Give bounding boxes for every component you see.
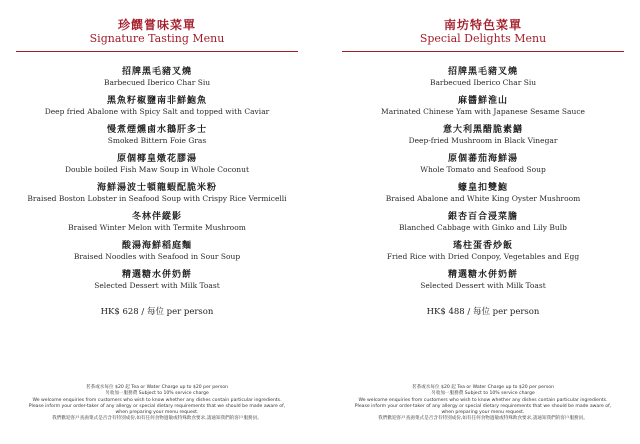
dish-name-chinese: 精選糖水併奶餅 bbox=[447, 270, 518, 280]
dish-name-english: Fried Rice with Dried Conpoy, Vegetables and Egg bbox=[386, 252, 580, 261]
dish-list bbox=[12, 66, 302, 291]
allergy-note-line-3: when preparing your menu request. bbox=[115, 410, 199, 416]
menu-price: HK$ 488 / 每位 per person bbox=[426, 307, 540, 317]
dish-item bbox=[338, 153, 628, 175]
dish-name-english: Braised Winter Melon with Termite Mushroom bbox=[68, 223, 246, 232]
menu-notes bbox=[338, 385, 628, 423]
dish-name-english: Braised Noodles with Seafood in Sour Soup bbox=[73, 252, 241, 261]
dish-name-chinese: 精選糖水併奶餅 bbox=[121, 270, 192, 280]
dish-name-chinese: 慢煮煙燻鹵水鵝肝多士 bbox=[106, 125, 207, 135]
dish-name-english: Selected Dessert with Milk Toast bbox=[420, 281, 546, 290]
dish-item bbox=[338, 66, 628, 88]
menu-title-english: Signature Tasting Menu bbox=[89, 32, 225, 45]
dish-name-english: Deep fried Abalone with Spicy Salt and topped with Caviar bbox=[44, 107, 270, 116]
dish-item bbox=[338, 240, 628, 262]
dish-name-chinese: 海鮮湯波士頓龍蝦配脆米粉 bbox=[96, 183, 217, 193]
dish-item bbox=[12, 153, 302, 175]
dish-item bbox=[338, 211, 628, 233]
dish-name-chinese: 招牌黑毛豬叉燒 bbox=[447, 67, 518, 77]
dish-item bbox=[338, 95, 628, 117]
menu-notes bbox=[12, 385, 302, 423]
dish-item bbox=[12, 182, 302, 204]
dish-name-english: Deep-fried Mushroom in Black Vinegar bbox=[408, 136, 558, 145]
menu-title-chinese: 珍饌嘗味菜單 bbox=[117, 18, 196, 32]
menu-title-english: Special Delights Menu bbox=[419, 32, 547, 45]
dish-item bbox=[338, 269, 628, 291]
dish-name-chinese: 黑魚籽椒鹽南非鮮鮑魚 bbox=[106, 96, 207, 106]
dish-name-english: Smoked Bittern Foie Gras bbox=[107, 136, 207, 145]
dish-name-chinese: 銀杏百合浸菜膽 bbox=[447, 212, 518, 222]
dish-name-english: Barbecued Iberico Char Siu bbox=[429, 78, 537, 87]
dish-name-english: Braised Abalone and White King Oyster Mushroom bbox=[385, 194, 581, 203]
dish-item bbox=[12, 211, 302, 233]
menu-price: HK$ 628 / 每位 per person bbox=[100, 307, 214, 317]
dish-list bbox=[338, 66, 628, 291]
signature-tasting-menu bbox=[12, 0, 302, 444]
allergy-note-line-2: Please inform your order-taker of any allergy or special dietary requirements that we should be made aware of, bbox=[354, 403, 612, 409]
title-divider bbox=[342, 51, 624, 52]
dish-name-chinese: 原個椰皇燉花膠湯 bbox=[116, 154, 197, 164]
dish-name-chinese: 酸湯海鮮稻庭麵 bbox=[121, 241, 192, 251]
dish-item bbox=[12, 240, 302, 262]
dish-item bbox=[12, 269, 302, 291]
dish-name-english: Whole Tomato and Seafood Soup bbox=[420, 165, 546, 174]
allergy-note-chinese: 我們歡迎客戶查詢菜式是否含有特別成份,如有任何食物過敏或特殊飲食要求,請通知我們的客戶服務員。 bbox=[52, 416, 262, 422]
allergy-note-line-1: We welcome enquiries from customers who wish to know whether any dishes contain particular ingredients. bbox=[358, 397, 608, 403]
dish-name-english: Selected Dessert with Milk Toast bbox=[94, 281, 220, 290]
dish-item bbox=[338, 182, 628, 204]
allergy-note-line-2: Please inform your order-taker of any allergy or special dietary requirements that we should be made aware of, bbox=[28, 403, 286, 409]
tea-charge-note: 茗茶或水每位 $20 起 Tea or Water Charge up to $20 per person bbox=[412, 385, 554, 390]
dish-item bbox=[12, 95, 302, 117]
dish-item bbox=[338, 124, 628, 146]
dish-name-chinese: 原個蕃茄海鮮湯 bbox=[447, 154, 518, 164]
dish-item bbox=[12, 124, 302, 146]
dish-name-english: Marinated Chinese Yam with Japanese Sesame Sauce bbox=[381, 107, 585, 116]
dish-name-chinese: 招牌黑毛豬叉燒 bbox=[121, 67, 192, 77]
service-charge-note: 另收加一服務費 Subject to 10% service charge bbox=[105, 391, 209, 397]
title-divider bbox=[16, 51, 298, 52]
dish-name-chinese: 意大利黑醋脆素鱔 bbox=[442, 125, 523, 135]
dish-name-chinese: 蠔皇扣雙鮑 bbox=[457, 183, 508, 193]
special-delights-menu bbox=[338, 0, 628, 444]
dish-name-chinese: 瑤柱蛋香炒飯 bbox=[452, 241, 513, 251]
dish-name-english: Barbecued Iberico Char Siu bbox=[103, 78, 211, 87]
dish-name-english: Double boiled Fish Maw Soup in Whole Coconut bbox=[65, 165, 249, 174]
service-charge-note: 另收加一服務費 Subject to 10% service charge bbox=[431, 391, 535, 397]
allergy-note-line-1: We welcome enquiries from customers who wish to know whether any dishes contain particular ingredients. bbox=[32, 397, 282, 403]
dish-name-chinese: 麻醬鮮淮山 bbox=[457, 96, 508, 106]
dish-name-chinese: 冬林伴縱影 bbox=[131, 212, 182, 222]
dish-name-english: Blanched Cabbage with Ginko and Lily Bulb bbox=[399, 223, 567, 232]
allergy-note-chinese: 我們歡迎客戶查詢菜式是否含有特別成份,如有任何食物過敏或特殊飲食要求,請通知我們的客戶服務員。 bbox=[378, 416, 588, 422]
allergy-note-line-3: when preparing your menu request. bbox=[441, 410, 525, 416]
tea-charge-note: 茗茶或水每位 $20 起 Tea or Water Charge up to $20 per person bbox=[86, 385, 228, 390]
dish-item bbox=[12, 66, 302, 88]
dish-name-english: Braised Boston Lobster in Seafood Soup with Crispy Rice Vermicelli bbox=[27, 194, 287, 203]
menu-title-chinese: 南坊特色菜單 bbox=[443, 18, 522, 32]
